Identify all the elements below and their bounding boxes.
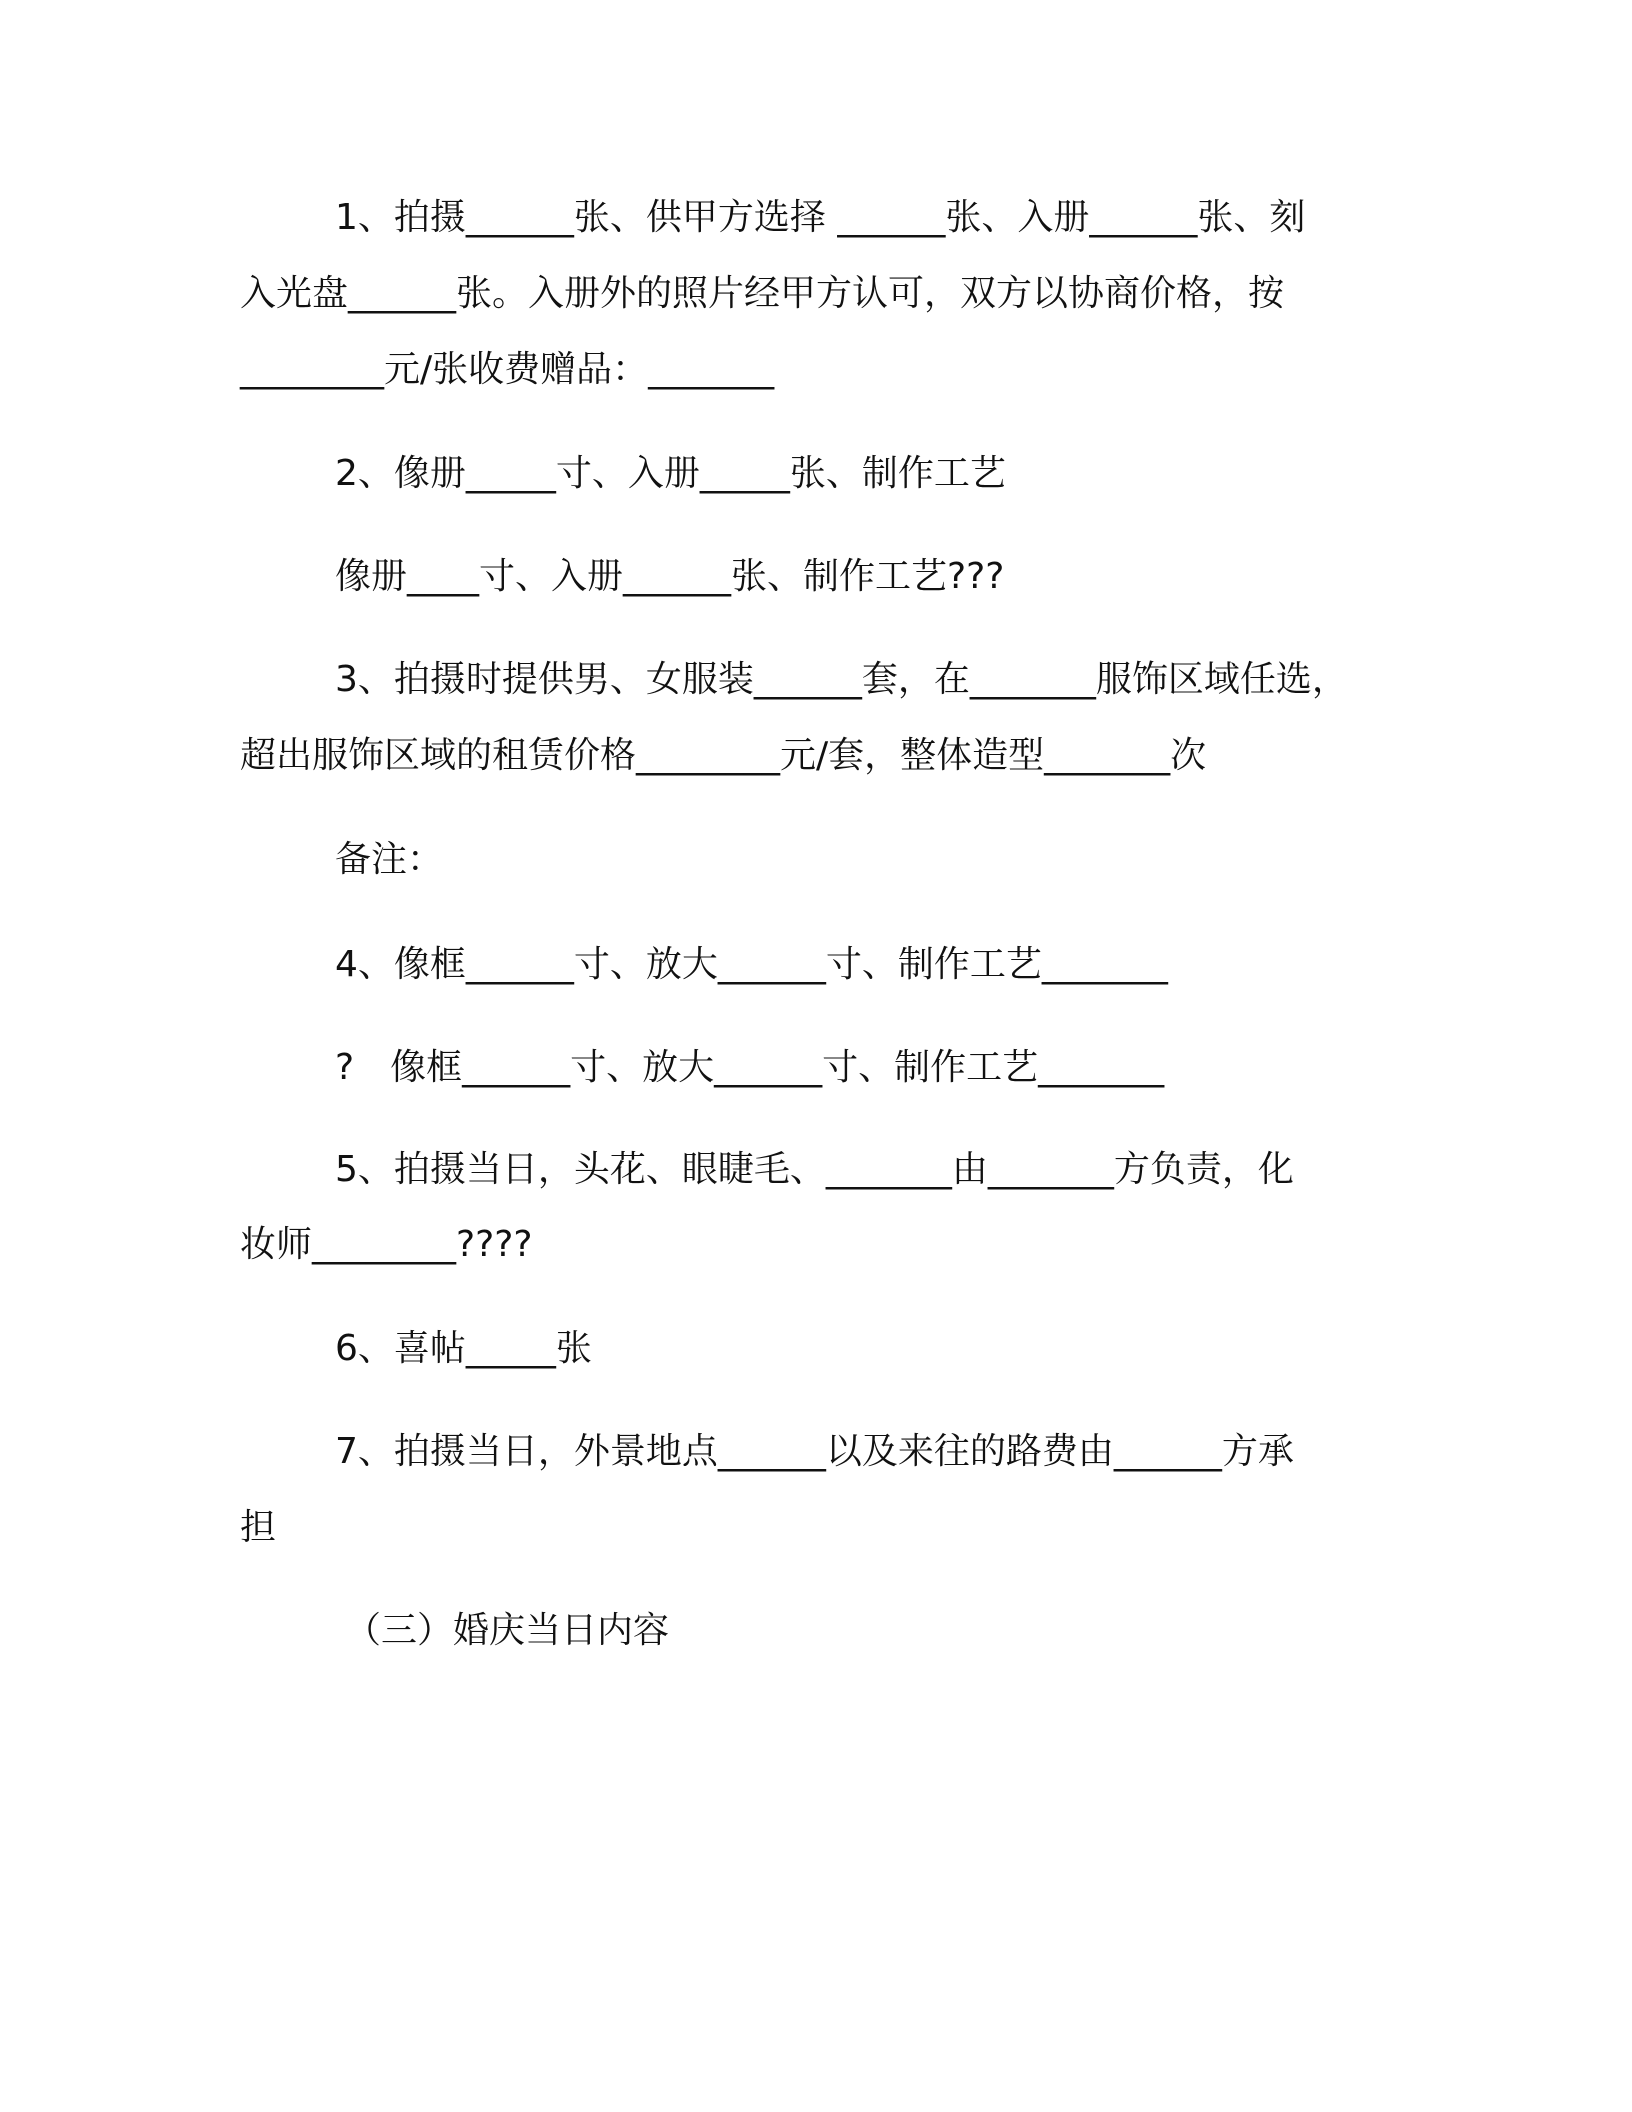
item-6-line: 6、喜帖_____张	[335, 1328, 592, 1369]
item-7-line-2: 担	[240, 1507, 277, 1548]
item-2-line-1: 2、像册_____寸、入册_____张、制作工艺	[335, 453, 1006, 494]
item-7-line-1: 7、拍摄当日，外景地点______以及来往的路费由______方承	[335, 1431, 1294, 1472]
item-1-line-1: 1、拍摄______张、供甲方选择 ______张、入册______张、刻	[335, 197, 1306, 238]
item-4-line-2: ? 像框______寸、放大______寸、制作工艺_______	[335, 1047, 1165, 1088]
item-5-line-2: 妆师________????	[240, 1224, 533, 1265]
item-1-line-2: 入光盘______张。入册外的照片经甲方认可，双方以协商价格，按	[240, 273, 1285, 314]
item-5-line-1: 5、拍摄当日，头花、眼睫毛、_______由_______方负责，化	[335, 1149, 1294, 1190]
item-2-line-2: 像册____寸、入册______张、制作工艺???	[335, 556, 1005, 597]
item-4-line-1: 4、像框______寸、放大______寸、制作工艺_______	[335, 944, 1168, 985]
section-heading: （三）婚庆当日内容	[345, 1610, 670, 1651]
item-1-line-3: ________元/张收费赠品：_______	[240, 349, 775, 390]
item-3-line-1: 3、拍摄时提供男、女服装______套，在_______服饰区域任选，	[335, 659, 1348, 700]
document-page	[240, 0, 1410, 2112]
item-3-line-2: 超出服饰区域的租赁价格________元/套，整体造型_______次	[240, 735, 1207, 776]
remarks-label: 备注：	[335, 839, 444, 880]
